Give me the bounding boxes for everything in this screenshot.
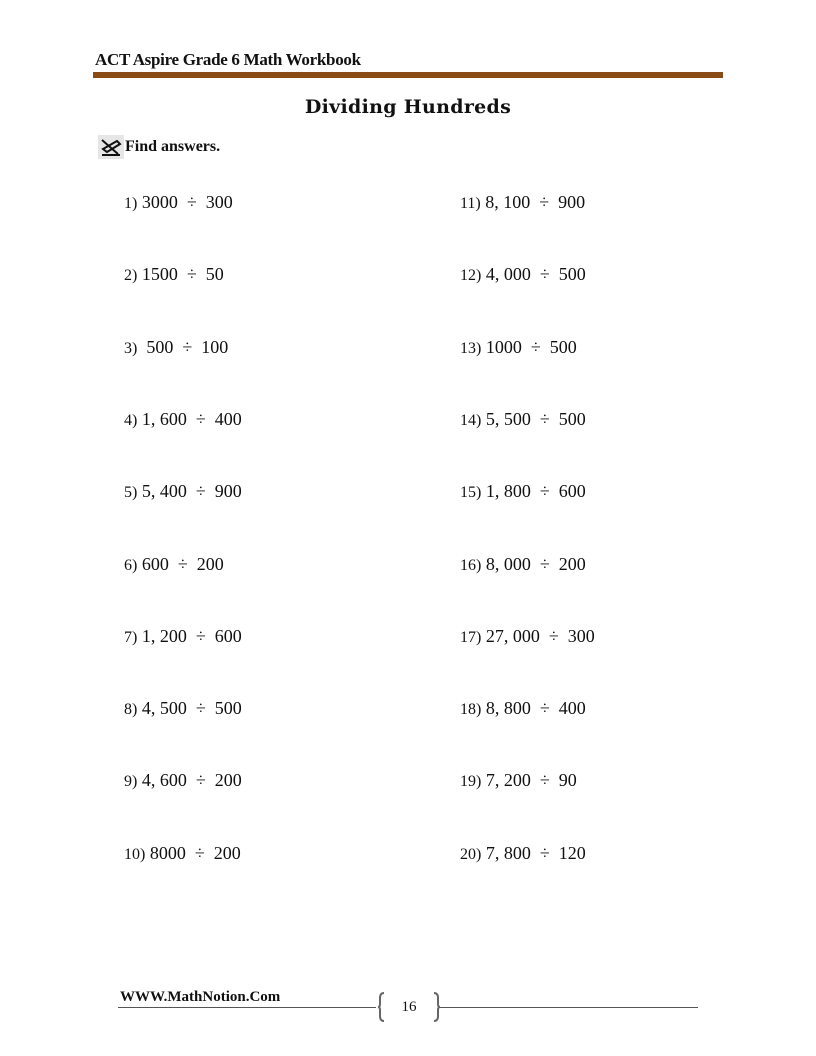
problem-item <box>460 264 586 285</box>
problem-expression: 600 ÷ 200 <box>141 554 224 574</box>
problem-number: 2) <box>124 267 138 284</box>
problem-number: 16) <box>460 557 482 574</box>
problem-expression: 5, 500 ÷ 500 <box>485 409 586 429</box>
problem-item <box>124 264 224 285</box>
problem-expression: 4, 500 ÷ 500 <box>141 698 242 718</box>
problem-item <box>124 481 242 502</box>
problem-item <box>124 337 228 358</box>
problem-expression: 8000 ÷ 200 <box>149 843 241 863</box>
problem-item <box>460 770 577 791</box>
footer-website: WWW.MathNotion.Com <box>120 989 281 1005</box>
problem-item <box>460 626 595 647</box>
problem-number: 4) <box>124 412 138 429</box>
problem-item <box>460 481 586 502</box>
problem-item <box>460 409 586 430</box>
problem-expression: 1000 ÷ 500 <box>485 337 577 357</box>
problem-expression: 8, 000 ÷ 200 <box>485 554 586 574</box>
problem-item <box>124 770 242 791</box>
problem-item <box>124 626 242 647</box>
problem-item <box>124 698 242 719</box>
page-number-box <box>378 992 440 1024</box>
problem-expression: 1, 200 ÷ 600 <box>141 626 242 646</box>
right-brace-icon <box>432 992 440 1022</box>
problem-item <box>460 337 577 358</box>
problem-expression: 8, 800 ÷ 400 <box>485 698 586 718</box>
problem-number: 6) <box>124 557 138 574</box>
problem-expression: 5, 400 ÷ 900 <box>141 481 242 501</box>
problem-number: 3) <box>124 340 138 357</box>
problem-number: 10) <box>124 846 146 863</box>
problem-expression: 1, 800 ÷ 600 <box>485 481 586 501</box>
workbook-title: ACT Aspire Grade 6 Math Workbook <box>95 50 361 69</box>
problem-number: 17) <box>460 629 482 646</box>
problem-number: 20) <box>460 846 482 863</box>
header-rule <box>93 72 723 78</box>
problem-item <box>460 843 586 864</box>
problem-expression: 500 ÷ 100 <box>141 337 229 357</box>
problem-number: 18) <box>460 701 482 718</box>
problem-number: 7) <box>124 629 138 646</box>
problem-number: 8) <box>124 701 138 718</box>
problem-number: 5) <box>124 484 138 501</box>
pencil-icon <box>98 135 124 159</box>
problem-expression: 8, 100 ÷ 900 <box>485 192 586 212</box>
problem-item <box>124 192 233 213</box>
problem-item <box>460 554 586 575</box>
problem-item <box>124 409 242 430</box>
page-title: Dividing Hundreds <box>304 96 512 118</box>
problem-number: 15) <box>460 484 482 501</box>
problem-expression: 7, 200 ÷ 90 <box>485 770 577 790</box>
page-number: 16 <box>401 999 417 1015</box>
footer-rule-right <box>440 1007 698 1008</box>
problem-expression: 1, 600 ÷ 400 <box>141 409 242 429</box>
problem-item <box>460 192 585 213</box>
problem-expression: 7, 800 ÷ 120 <box>485 843 586 863</box>
problem-number: 13) <box>460 340 482 357</box>
problem-expression: 3000 ÷ 300 <box>141 192 233 212</box>
instruction-text: Find answers. <box>125 138 221 155</box>
instruction <box>98 135 220 159</box>
problem-number: 1) <box>124 195 138 212</box>
problem-item <box>460 698 586 719</box>
problem-expression: 27, 000 ÷ 300 <box>485 626 595 646</box>
problem-expression: 1500 ÷ 50 <box>141 264 224 284</box>
problem-item <box>124 554 224 575</box>
problem-number: 19) <box>460 773 482 790</box>
footer-rule-left <box>118 1007 376 1008</box>
problem-number: 14) <box>460 412 482 429</box>
problem-number: 9) <box>124 773 138 790</box>
problem-expression: 4, 000 ÷ 500 <box>485 264 586 284</box>
problem-number: 11) <box>460 195 481 212</box>
problem-item <box>124 843 241 864</box>
problem-number: 12) <box>460 267 482 284</box>
problem-expression: 4, 600 ÷ 200 <box>141 770 242 790</box>
